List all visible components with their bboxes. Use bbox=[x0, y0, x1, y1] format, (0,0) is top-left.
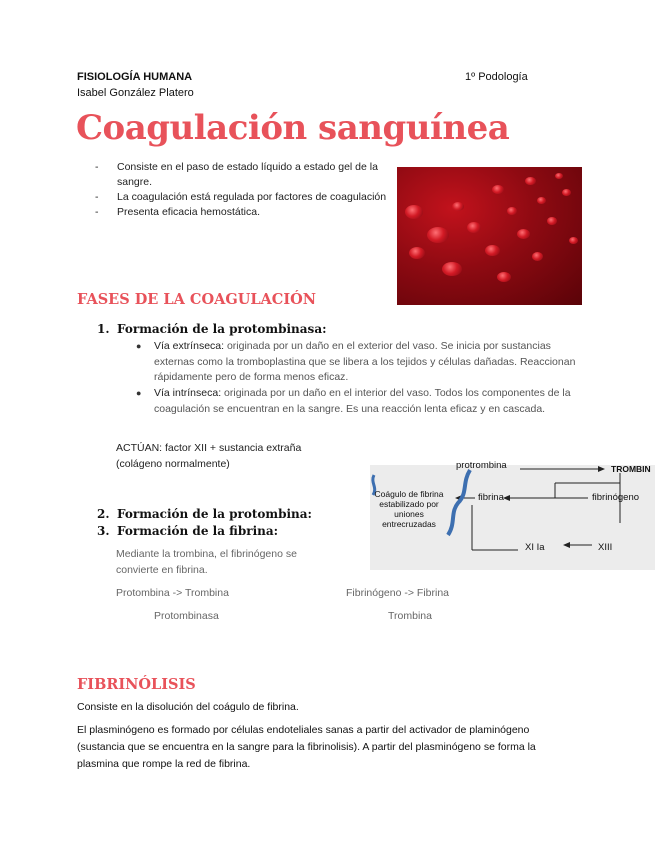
bullet-icon: ● bbox=[136, 388, 142, 398]
course-header: 1º Podología bbox=[465, 71, 528, 83]
diagram-fibrina-label: fibrina bbox=[478, 492, 504, 503]
diagram-xiii-label: XIII bbox=[598, 542, 613, 553]
equation-protombina-catalyst: Protombinasa bbox=[154, 610, 219, 622]
intro-list bbox=[95, 160, 387, 220]
step-title-text: Formación de la protombinasa: bbox=[117, 322, 327, 336]
fibrinolisis-heading: FIBRINÓLISIS bbox=[77, 676, 196, 693]
diagram-trombina-label: TROMBIN bbox=[611, 464, 651, 474]
bullet-icon: ● bbox=[136, 341, 142, 351]
fibrinolisis-paragraph-2: El plasminógeno es formado por células endoteliales sanas a partir del activador de plaminógeno (sustancia que se encuentra en la sangre para la fibrinolisis). A partir del plasminógeno se forma la plasmina que rompe la red de fibrina. bbox=[77, 724, 536, 770]
step-3-text: Mediante la trombina, el fibrinógeno se convierte en fibrina. bbox=[116, 548, 297, 576]
equation-fibrinogeno-catalyst: Trombina bbox=[388, 610, 432, 622]
via-intrinseca bbox=[136, 386, 584, 417]
actuan-text: ACTÚAN: factor XII + sustancia extraña (colágeno normalmente) bbox=[116, 442, 302, 470]
coagulation-diagram bbox=[370, 460, 655, 570]
equation-fibrinogeno: Fibrinógeno -> Fibrina bbox=[346, 587, 450, 599]
via-text: originada por un daño en el interior del vaso. Todos los componentes de la coagulación se encuentran en la sangre. Es una reacción lenta eficaz y en cascada. bbox=[154, 387, 571, 415]
step-1-title bbox=[97, 322, 327, 336]
author-header: Isabel González Platero bbox=[77, 87, 194, 99]
diagram-fibrinogeno-label: fibrinógeno bbox=[592, 492, 640, 503]
diagram-protrombina-label: protrombina bbox=[456, 460, 507, 471]
step-number: 3. bbox=[97, 524, 110, 538]
via-text: originada por un daño en el exterior del vaso. Se inicia por sustancias externas como la tromboplastina que se libera a los tejidos y células dañadas. Reaccionan rápidamente pero de forma menos eficaz. bbox=[154, 340, 576, 383]
fases-heading: FASES DE LA COAGULACIÓN bbox=[77, 291, 317, 308]
intro-item: - Consiste en el paso de estado líquido a estado gel de la sangre. bbox=[95, 160, 387, 190]
step-number: 1. bbox=[97, 322, 110, 336]
step-3-title bbox=[97, 524, 278, 538]
via-label: Vía intrínseca: bbox=[154, 387, 222, 399]
step-2-title bbox=[97, 507, 312, 521]
diagram-xiiia-label: XI Ia bbox=[525, 542, 545, 553]
via-label: Vía extrínseca: bbox=[154, 340, 225, 352]
step-title-text: Formación de la fibrina: bbox=[117, 524, 279, 538]
page-title: Coagulación sanguínea bbox=[76, 108, 510, 148]
intro-item: - Presenta eficacia hemostática. bbox=[95, 205, 387, 220]
step-number: 2. bbox=[97, 507, 110, 521]
intro-item: - La coagulación está regulada por factores de coagulación bbox=[95, 190, 387, 205]
diagram-coagulo-label: Coágulo de fibrina estabilizado por uniones entrecruzadas bbox=[374, 489, 444, 529]
equation-protombina: Protombina -> Trombina bbox=[116, 587, 229, 599]
subject-header: FISIOLOGÍA HUMANA bbox=[77, 71, 193, 83]
step-title-text: Formación de la protombina: bbox=[117, 507, 312, 521]
blood-cells-image bbox=[397, 167, 582, 305]
fibrinolisis-paragraph-1: Consiste en la disolución del coágulo de fibrina. bbox=[77, 701, 299, 713]
via-extrinseca bbox=[136, 339, 584, 386]
